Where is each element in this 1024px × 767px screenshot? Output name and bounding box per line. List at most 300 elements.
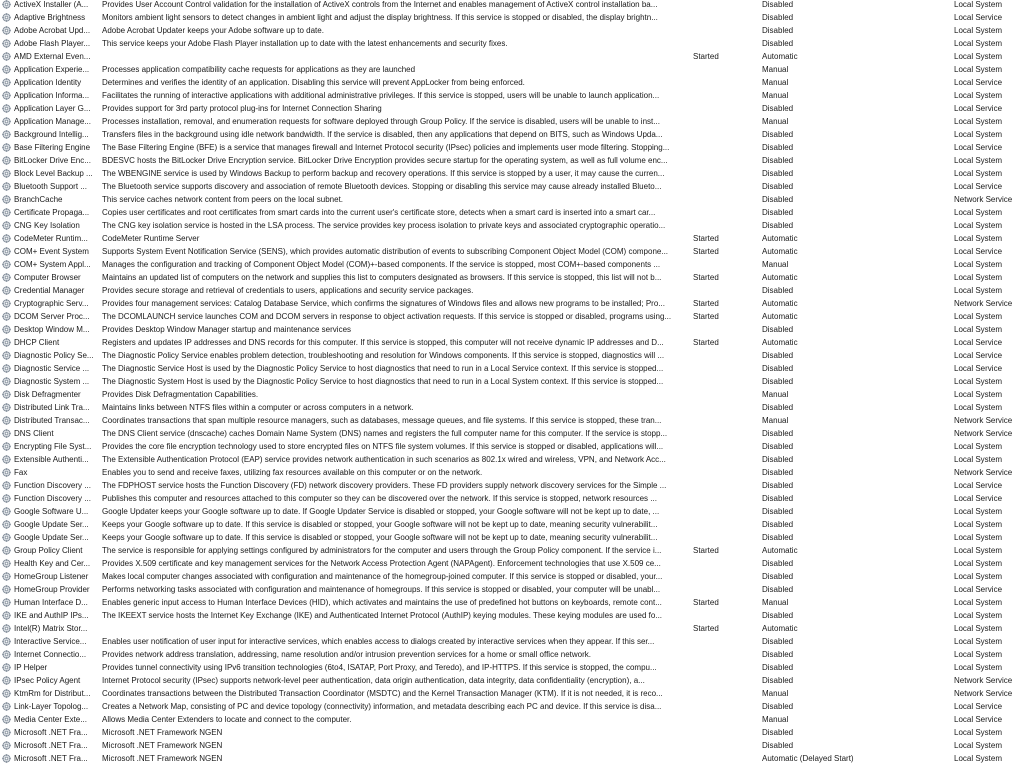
service-name: CodeMeter Runtim... — [14, 234, 88, 243]
service-startup-type: Automatic — [762, 338, 798, 347]
service-gear-icon — [2, 39, 11, 48]
service-name: Fax — [14, 468, 28, 477]
service-row[interactable] — [0, 258, 1024, 271]
service-gear-icon — [2, 312, 11, 321]
service-description: Maintains an updated list of computers on the network and supplies this list to computers designated as browsers. If this service is stopped, this list will not b... — [102, 273, 662, 282]
service-log-on-as: Local System — [954, 130, 1003, 139]
service-row[interactable] — [0, 544, 1024, 557]
service-description: Coordinates transactions that span multiple resource managers, such as databases, message queues, and file systems. If this service is stopped, these tran... — [102, 416, 662, 425]
service-name: KtmRm for Distribut... — [14, 689, 91, 698]
service-gear-icon — [2, 78, 11, 87]
service-gear-icon — [2, 325, 11, 334]
service-startup-type: Automatic — [762, 624, 798, 633]
service-startup-type: Disabled — [762, 442, 794, 451]
service-name: Disk Defragmenter — [14, 390, 81, 399]
service-gear-icon — [2, 26, 11, 35]
service-row[interactable] — [0, 440, 1024, 453]
service-gear-icon — [2, 247, 11, 256]
service-log-on-as: Local Service — [954, 182, 1003, 191]
service-row[interactable] — [0, 284, 1024, 297]
service-name: Adobe Flash Player... — [14, 39, 91, 48]
service-log-on-as: Network Service — [954, 299, 1013, 308]
service-name: Desktop Window M... — [14, 325, 90, 334]
service-gear-icon — [2, 481, 11, 490]
service-startup-type: Manual — [762, 78, 789, 87]
service-row[interactable] — [0, 713, 1024, 726]
service-log-on-as: Network Service — [954, 416, 1013, 425]
service-log-on-as: Local System — [954, 572, 1003, 581]
service-description: Keeps your Google software up to date. If this service is disabled or stopped, your Google software will not be kept up to date, meaning security vulnerabilit... — [102, 520, 658, 529]
service-startup-type: Disabled — [762, 0, 794, 9]
service-row[interactable] — [0, 219, 1024, 232]
service-gear-icon — [2, 455, 11, 464]
service-gear-icon — [2, 0, 11, 9]
service-log-on-as: Local Service — [954, 78, 1003, 87]
service-row[interactable] — [0, 76, 1024, 89]
service-name: HomeGroup Provider — [14, 585, 90, 594]
service-description: Creates a Network Map, consisting of PC and device topology (connectivity) information, and metadata describing each PC and device. If this service is disa... — [102, 702, 662, 711]
service-log-on-as: Local Service — [954, 247, 1003, 256]
service-name: BitLocker Drive Enc... — [14, 156, 91, 165]
service-gear-icon — [2, 715, 11, 724]
service-gear-icon — [2, 676, 11, 685]
service-description: Provides network address translation, addressing, name resolution and/or intrusion prevention services for a home or small office network. — [102, 650, 591, 659]
service-startup-type: Disabled — [762, 104, 794, 113]
service-description: Provides the core file encryption technology used to store encrypted files on NTFS file system volumes. If this service is stopped or disabled, applications will... — [102, 442, 664, 451]
service-gear-icon — [2, 559, 11, 568]
service-description: Provides User Account Control validation for the installation of ActiveX controls from the Internet and enables management of ActiveX control installation ba... — [102, 0, 658, 9]
service-startup-type: Disabled — [762, 481, 794, 490]
service-startup-type: Automatic — [762, 247, 798, 256]
service-gear-icon — [2, 533, 11, 542]
service-name: Diagnostic System ... — [14, 377, 90, 386]
service-row[interactable] — [0, 700, 1024, 713]
service-log-on-as: Local System — [954, 26, 1003, 35]
service-startup-type: Automatic — [762, 299, 798, 308]
service-row[interactable] — [0, 297, 1024, 310]
service-row[interactable] — [0, 739, 1024, 752]
service-gear-icon — [2, 13, 11, 22]
service-row[interactable] — [0, 479, 1024, 492]
service-log-on-as: Local System — [954, 260, 1003, 269]
service-description: Copies user certificates and root certificates from smart cards into the current user's certificate store, detects when a smart card is inserted into a smart car... — [102, 208, 656, 217]
service-description: Microsoft .NET Framework NGEN — [102, 754, 223, 763]
service-startup-type: Disabled — [762, 26, 794, 35]
service-log-on-as: Network Service — [954, 689, 1013, 698]
service-row[interactable] — [0, 726, 1024, 739]
service-row[interactable] — [0, 687, 1024, 700]
service-log-on-as: Local System — [954, 234, 1003, 243]
service-gear-icon — [2, 507, 11, 516]
service-name: BranchCache — [14, 195, 63, 204]
service-description: The Base Filtering Engine (BFE) is a service that manages firewall and Internet Protocol security (IPsec) policies and implements user mode filtering. Stopping... — [102, 143, 670, 152]
service-row[interactable] — [0, 206, 1024, 219]
service-row[interactable] — [0, 401, 1024, 414]
service-row[interactable] — [0, 349, 1024, 362]
service-startup-type: Automatic (Delayed Start) — [762, 754, 854, 763]
service-startup-type: Disabled — [762, 533, 794, 542]
service-log-on-as: Local System — [954, 65, 1003, 74]
service-name: Bluetooth Support ... — [14, 182, 87, 191]
service-row[interactable] — [0, 193, 1024, 206]
service-log-on-as: Local System — [954, 156, 1003, 165]
service-row[interactable] — [0, 583, 1024, 596]
service-row[interactable] — [0, 362, 1024, 375]
service-status: Started — [693, 299, 719, 308]
service-log-on-as: Local Service — [954, 715, 1003, 724]
service-log-on-as: Local System — [954, 598, 1003, 607]
service-description: Facilitates the running of interactive applications with additional administrative privileges. If this service is stopped, users will be unable to launch application... — [102, 91, 660, 100]
service-gear-icon — [2, 65, 11, 74]
service-description: Enables you to send and receive faxes, utilizing fax resources available on this computer or on the network. — [102, 468, 483, 477]
service-gear-icon — [2, 143, 11, 152]
service-gear-icon — [2, 273, 11, 282]
service-gear-icon — [2, 572, 11, 581]
service-status: Started — [693, 338, 719, 347]
service-gear-icon — [2, 299, 11, 308]
service-gear-icon — [2, 156, 11, 165]
service-startup-type: Disabled — [762, 520, 794, 529]
service-gear-icon — [2, 416, 11, 425]
service-log-on-as: Network Service — [954, 195, 1013, 204]
service-gear-icon — [2, 364, 11, 373]
service-description: The Diagnostic System Host is used by the Diagnostic Policy Service to host diagnostics that need to run in a Local System context. If this service is stopped... — [102, 377, 664, 386]
service-name: Application Manage... — [14, 117, 91, 126]
service-log-on-as: Local Service — [954, 364, 1003, 373]
service-log-on-as: Local System — [954, 377, 1003, 386]
service-log-on-as: Local Service — [954, 104, 1003, 113]
service-row[interactable] — [0, 232, 1024, 245]
service-startup-type: Disabled — [762, 572, 794, 581]
service-status: Started — [693, 273, 719, 282]
service-gear-icon — [2, 234, 11, 243]
service-startup-type: Disabled — [762, 156, 794, 165]
service-gear-icon — [2, 260, 11, 269]
service-description: Keeps your Google software up to date. If this service is disabled or stopped, your Google software will not be kept up to date, meaning security vulnerabilit... — [102, 533, 658, 542]
service-name: Extensible Authenti... — [14, 455, 89, 464]
service-startup-type: Automatic — [762, 273, 798, 282]
service-startup-type: Disabled — [762, 39, 794, 48]
service-description: The WBENGINE service is used by Windows Backup to perform backup and recovery operations. If this service is stopped by a user, it may cause the curren... — [102, 169, 665, 178]
service-row[interactable] — [0, 375, 1024, 388]
service-startup-type: Disabled — [762, 208, 794, 217]
service-name: Background Intellig... — [14, 130, 89, 139]
service-startup-type: Disabled — [762, 663, 794, 672]
service-description: Makes local computer changes associated with configuration and maintenance of the homegroup-joined computer. If this service is stopped or disabled, your... — [102, 572, 663, 581]
service-description: Internet Protocol security (IPsec) supports network-level peer authentication, data origin authentication, data integrity, data confidentiality (encryption), a... — [102, 676, 645, 685]
service-row[interactable] — [0, 50, 1024, 63]
service-gear-icon — [2, 195, 11, 204]
service-log-on-as: Local Service — [954, 338, 1003, 347]
service-startup-type: Disabled — [762, 169, 794, 178]
service-gear-icon — [2, 91, 11, 100]
service-row[interactable] — [0, 531, 1024, 544]
service-description: The Diagnostic Service Host is used by the Diagnostic Policy Service to host diagnostics that need to run in a Local Service context. If this service is stopped... — [102, 364, 664, 373]
service-row[interactable] — [0, 245, 1024, 258]
service-name: Function Discovery ... — [14, 481, 91, 490]
service-startup-type: Disabled — [762, 637, 794, 646]
service-row[interactable] — [0, 323, 1024, 336]
service-row[interactable] — [0, 427, 1024, 440]
service-row[interactable] — [0, 414, 1024, 427]
service-row[interactable] — [0, 89, 1024, 102]
service-gear-icon — [2, 182, 11, 191]
service-gear-icon — [2, 286, 11, 295]
service-log-on-as: Local System — [954, 403, 1003, 412]
service-gear-icon — [2, 520, 11, 529]
service-row[interactable] — [0, 674, 1024, 687]
service-log-on-as: Local Service — [954, 494, 1003, 503]
service-name: Internet Connectio... — [14, 650, 87, 659]
service-name: Application Informa... — [14, 91, 90, 100]
service-gear-icon — [2, 702, 11, 711]
service-startup-type: Disabled — [762, 650, 794, 659]
service-description: The Bluetooth service supports discovery and association of remote Bluetooth devices. Stopping or disabling this service may cause already installed Blueto... — [102, 182, 662, 191]
service-description: Provides secure storage and retrieval of credentials to users, applications and security service packages. — [102, 286, 474, 295]
service-row[interactable] — [0, 505, 1024, 518]
service-name: Microsoft .NET Fra... — [14, 728, 88, 737]
service-startup-type: Manual — [762, 117, 789, 126]
service-name: IPsec Policy Agent — [14, 676, 81, 685]
service-log-on-as: Network Service — [954, 429, 1013, 438]
service-row[interactable] — [0, 466, 1024, 479]
service-name: Computer Browser — [14, 273, 81, 282]
service-description: Microsoft .NET Framework NGEN — [102, 728, 223, 737]
service-gear-icon — [2, 429, 11, 438]
service-name: Media Center Exte... — [14, 715, 87, 724]
service-gear-icon — [2, 351, 11, 360]
service-row[interactable] — [0, 0, 1024, 11]
service-log-on-as: Local Service — [954, 143, 1003, 152]
service-log-on-as: Local System — [954, 741, 1003, 750]
service-description: Microsoft .NET Framework NGEN — [102, 741, 223, 750]
service-startup-type: Automatic — [762, 52, 798, 61]
service-name: DCOM Server Proc... — [14, 312, 90, 321]
service-description: Provides X.509 certificate and key management services for the Network Access Protection Agent (NAPAgent). Enforcement technologies that use X.509 ce... — [102, 559, 661, 568]
service-status: Started — [693, 247, 719, 256]
service-name: Interactive Service... — [14, 637, 87, 646]
service-row[interactable] — [0, 37, 1024, 50]
service-startup-type: Manual — [762, 260, 789, 269]
service-row[interactable] — [0, 24, 1024, 37]
service-log-on-as: Local System — [954, 39, 1003, 48]
service-startup-type: Automatic — [762, 312, 798, 321]
service-description: CodeMeter Runtime Server — [102, 234, 200, 243]
service-row[interactable] — [0, 102, 1024, 115]
service-name: Distributed Link Tra... — [14, 403, 90, 412]
service-row[interactable] — [0, 570, 1024, 583]
service-row[interactable] — [0, 167, 1024, 180]
service-gear-icon — [2, 728, 11, 737]
service-name: Health Key and Cer... — [14, 559, 91, 568]
service-row[interactable] — [0, 518, 1024, 531]
service-row[interactable] — [0, 453, 1024, 466]
service-startup-type: Manual — [762, 715, 789, 724]
service-gear-icon — [2, 650, 11, 659]
service-row[interactable] — [0, 492, 1024, 505]
service-name: Link-Layer Topolog... — [14, 702, 89, 711]
service-startup-type: Disabled — [762, 325, 794, 334]
service-startup-type: Manual — [762, 65, 789, 74]
service-log-on-as: Local System — [954, 546, 1003, 555]
service-log-on-as: Local System — [954, 325, 1003, 334]
service-startup-type: Manual — [762, 598, 789, 607]
service-description: Performs networking tasks associated with configuration and maintenance of homegroups. If this service is stopped or disabled, your computer will be unabl... — [102, 585, 661, 594]
service-name: Google Update Ser... — [14, 520, 89, 529]
service-startup-type: Disabled — [762, 507, 794, 516]
service-row[interactable] — [0, 63, 1024, 76]
service-row[interactable] — [0, 141, 1024, 154]
service-log-on-as: Local Service — [954, 481, 1003, 490]
service-row[interactable] — [0, 752, 1024, 765]
service-description: Monitors ambient light sensors to detect changes in ambient light and adjust the display brightness. If this service is stopped or disabled, the display brightn... — [102, 13, 658, 22]
service-description: Transfers files in the background using idle network bandwidth. If the service is disabled, then any applications that depend on BITS, such as Windows Upda... — [102, 130, 663, 139]
service-name: Adaptive Brightness — [14, 13, 86, 22]
service-log-on-as: Local System — [954, 754, 1003, 763]
service-description: The IKEEXT service hosts the Internet Key Exchange (IKE) and Authenticated Internet Protocol (AuthIP) keying modules. These keying modules are used fo... — [102, 611, 663, 620]
service-gear-icon — [2, 377, 11, 386]
service-log-on-as: Local System — [954, 442, 1003, 451]
service-name: COM+ System Appl... — [14, 260, 91, 269]
service-log-on-as: Local System — [954, 624, 1003, 633]
service-description: Publishes this computer and resources attached to this computer so they can be discovered over the network. If this service is stopped, network resources ... — [102, 494, 657, 503]
service-name: Block Level Backup ... — [14, 169, 93, 178]
service-log-on-as: Local System — [954, 728, 1003, 737]
service-name: Encrypting File Syst... — [14, 442, 92, 451]
service-name: Adobe Acrobat Upd... — [14, 26, 91, 35]
service-name: Diagnostic Service ... — [14, 364, 90, 373]
service-row[interactable] — [0, 336, 1024, 349]
service-gear-icon — [2, 546, 11, 555]
service-name: Credential Manager — [14, 286, 85, 295]
service-name: CNG Key Isolation — [14, 221, 80, 230]
service-name: Base Filtering Engine — [14, 143, 91, 152]
service-status: Started — [693, 52, 719, 61]
service-log-on-as: Local System — [954, 663, 1003, 672]
service-startup-type: Disabled — [762, 611, 794, 620]
service-name: Group Policy Client — [14, 546, 83, 555]
service-name: Microsoft .NET Fra... — [14, 754, 88, 763]
service-row[interactable] — [0, 557, 1024, 570]
service-row[interactable] — [0, 115, 1024, 128]
service-gear-icon — [2, 689, 11, 698]
service-gear-icon — [2, 442, 11, 451]
service-name: Function Discovery ... — [14, 494, 91, 503]
service-description: Provides support for 3rd party protocol plug-ins for Internet Connection Sharing — [102, 104, 382, 113]
service-log-on-as: Network Service — [954, 468, 1013, 477]
service-row[interactable] — [0, 648, 1024, 661]
service-startup-type: Disabled — [762, 403, 794, 412]
service-startup-type: Manual — [762, 689, 789, 698]
service-name: IKE and AuthIP IPs... — [14, 611, 89, 620]
service-startup-type: Manual — [762, 416, 789, 425]
service-startup-type: Disabled — [762, 585, 794, 594]
service-description: Adobe Acrobat Updater keeps your Adobe software up to date. — [102, 26, 324, 35]
service-startup-type: Disabled — [762, 182, 794, 191]
service-description: Provides Desktop Window Manager startup and maintenance services — [102, 325, 352, 334]
service-startup-type: Manual — [762, 91, 789, 100]
service-gear-icon — [2, 598, 11, 607]
service-log-on-as: Local Service — [954, 585, 1003, 594]
service-description: Manages the configuration and tracking of Component Object Model (COM)+-based components. If the service is stopped, most COM+-based components ... — [102, 260, 661, 269]
service-log-on-as: Local System — [954, 286, 1003, 295]
service-gear-icon — [2, 208, 11, 217]
service-gear-icon — [2, 130, 11, 139]
service-name: IP Helper — [14, 663, 48, 672]
service-row[interactable] — [0, 310, 1024, 323]
service-row[interactable] — [0, 180, 1024, 193]
service-gear-icon — [2, 52, 11, 61]
service-log-on-as: Local System — [954, 312, 1003, 321]
service-name: DNS Client — [14, 429, 54, 438]
service-startup-type: Disabled — [762, 455, 794, 464]
service-startup-type: Disabled — [762, 741, 794, 750]
service-description: Registers and updates IP addresses and DNS records for this computer. If this service is stopped, this computer will not receive dynamic IP addresses and D... — [102, 338, 664, 347]
service-log-on-as: Local System — [954, 52, 1003, 61]
service-log-on-as: Local System — [954, 117, 1003, 126]
service-description: Google Updater keeps your Google software up to date. If Google Updater Service is disabled or stopped, your Google software will not be kept up to date, ... — [102, 507, 660, 516]
service-row[interactable] — [0, 635, 1024, 648]
service-description: Provides Disk Defragmentation Capabilities. — [102, 390, 259, 399]
service-startup-type: Disabled — [762, 429, 794, 438]
service-name: Distributed Transac... — [14, 416, 90, 425]
service-log-on-as: Local System — [954, 169, 1003, 178]
service-startup-type: Disabled — [762, 143, 794, 152]
service-startup-type: Disabled — [762, 286, 794, 295]
service-gear-icon — [2, 637, 11, 646]
service-row[interactable] — [0, 388, 1024, 401]
service-gear-icon — [2, 221, 11, 230]
service-description: The Extensible Authentication Protocol (EAP) service provides network authentication in such scenarios as 802.1x wired and wireless, VPN, and Network Acc... — [102, 455, 666, 464]
service-gear-icon — [2, 169, 11, 178]
service-row[interactable] — [0, 609, 1024, 622]
service-description: Enables generic input access to Human Interface Devices (HID), which activates and maintains the use of predefined hot buttons on keyboards, remote cont... — [102, 598, 662, 607]
service-gear-icon — [2, 663, 11, 672]
service-name: Certificate Propaga... — [14, 208, 90, 217]
service-description: Allows Media Center Extenders to locate and connect to the computer. — [102, 715, 352, 724]
service-row[interactable] — [0, 661, 1024, 674]
service-row[interactable] — [0, 596, 1024, 609]
service-name: Human Interface D... — [14, 598, 88, 607]
service-name: Application Experie... — [14, 65, 90, 74]
service-description: Determines and verifies the identity of an application. Disabling this service will prevent AppLocker from being enforced. — [102, 78, 525, 87]
service-name: Application Identity — [14, 78, 82, 87]
service-name: Google Update Ser... — [14, 533, 89, 542]
service-description: Provides four management services: Catalog Database Service, which confirms the signatures of Windows files and allows new programs to be installed; Pro... — [102, 299, 665, 308]
service-row[interactable] — [0, 271, 1024, 284]
service-description: The DNS Client service (dnscache) caches Domain Name System (DNS) names and registers the full computer name for this computer. If the service is stopp... — [102, 429, 668, 438]
service-gear-icon — [2, 117, 11, 126]
service-row[interactable] — [0, 154, 1024, 167]
service-row[interactable] — [0, 128, 1024, 141]
service-name: Google Software U... — [14, 507, 89, 516]
service-log-on-as: Local Service — [954, 702, 1003, 711]
service-log-on-as: Local System — [954, 390, 1003, 399]
service-log-on-as: Local System — [954, 507, 1003, 516]
service-log-on-as: Local System — [954, 650, 1003, 659]
service-log-on-as: Local System — [954, 91, 1003, 100]
service-log-on-as: Local System — [954, 611, 1003, 620]
service-gear-icon — [2, 741, 11, 750]
service-name: DHCP Client — [14, 338, 60, 347]
service-startup-type: Disabled — [762, 494, 794, 503]
service-name: Microsoft .NET Fra... — [14, 741, 88, 750]
service-log-on-as: Local System — [954, 520, 1003, 529]
service-row[interactable] — [0, 11, 1024, 24]
service-row[interactable] — [0, 622, 1024, 635]
service-log-on-as: Local Service — [954, 13, 1003, 22]
service-name: HomeGroup Listener — [14, 572, 89, 581]
